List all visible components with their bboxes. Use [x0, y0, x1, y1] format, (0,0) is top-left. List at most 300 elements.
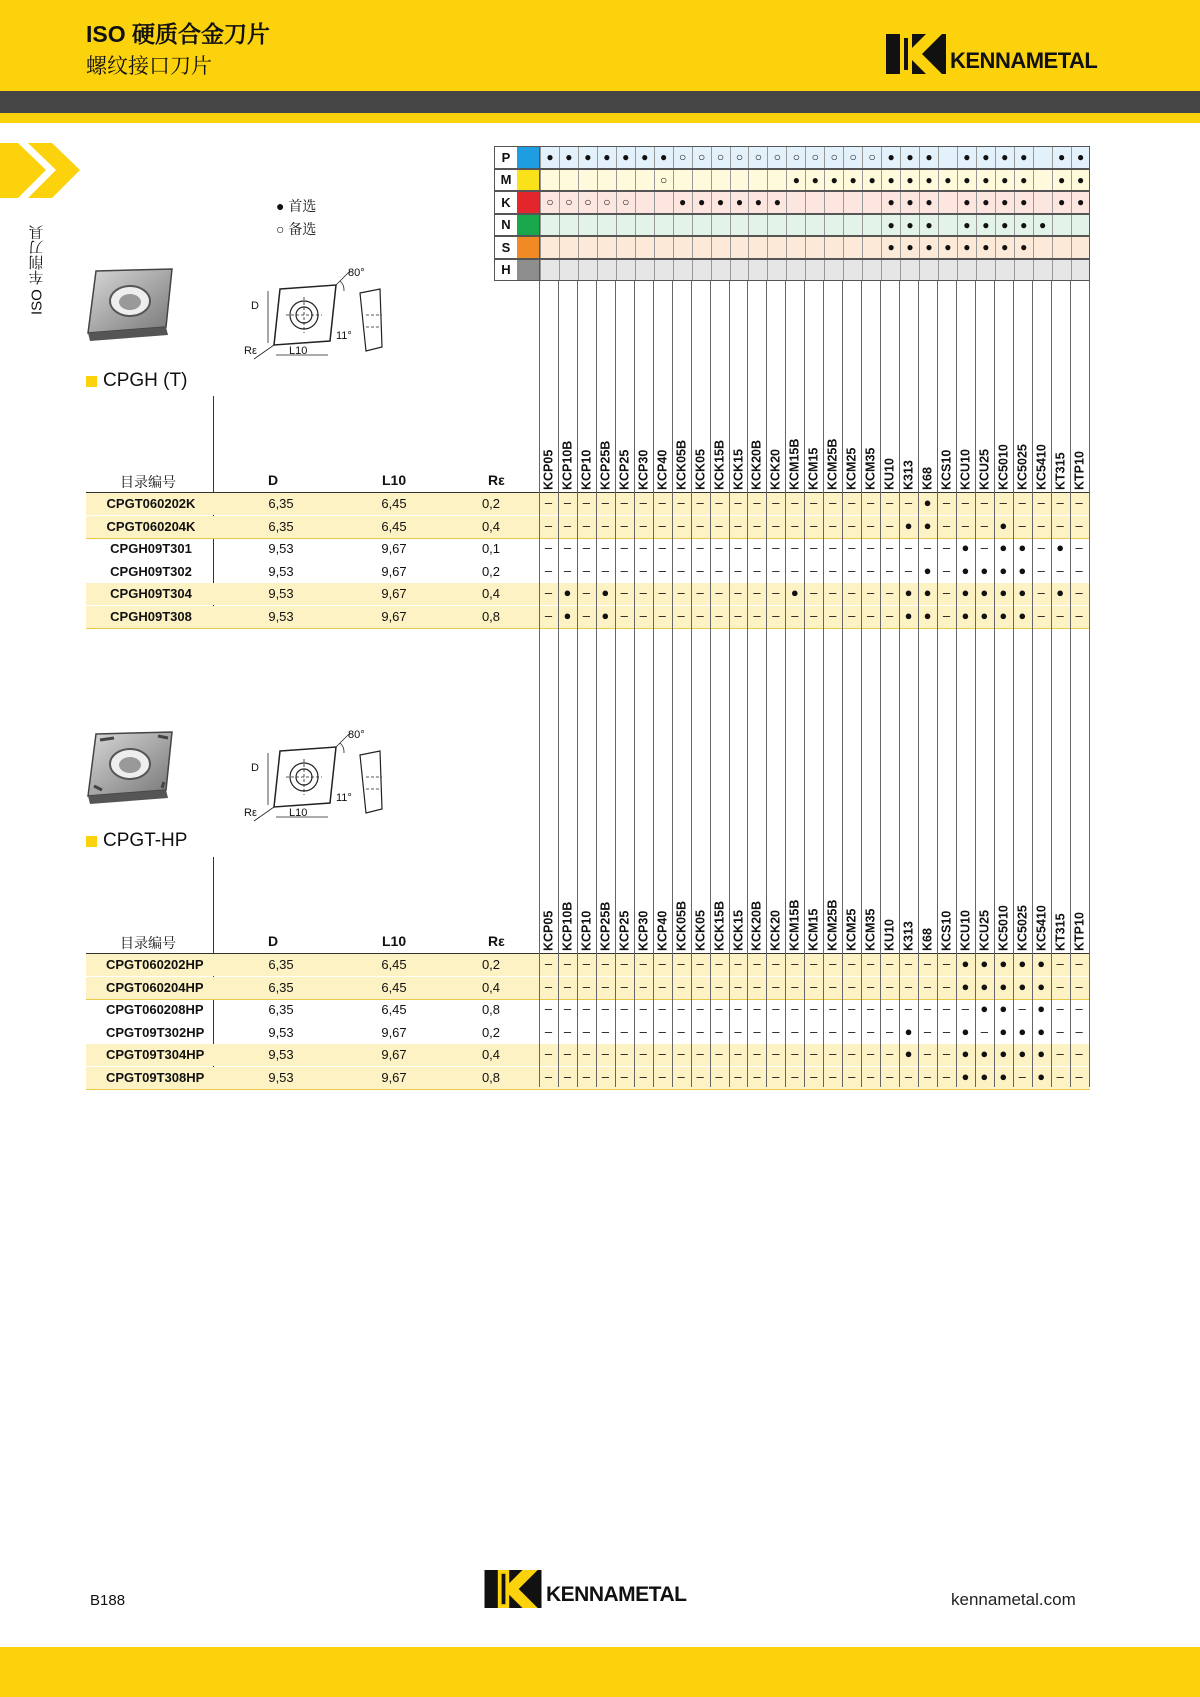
- material-row-h: [494, 259, 1090, 282]
- grade-mark: ●: [1018, 978, 1027, 994]
- grade-mark: –: [942, 607, 951, 623]
- cpgh-grade-header: KCP10B: [560, 440, 575, 490]
- material-mark: ●: [900, 147, 919, 168]
- grade-mark: –: [848, 585, 856, 600]
- cpgt-hp-clearance-label: 11°: [336, 792, 352, 804]
- grade-mark: ●: [1056, 585, 1065, 600]
- material-mark: ●: [957, 170, 976, 191]
- material-mark: ○: [730, 147, 749, 168]
- grade-mark: –: [582, 495, 590, 510]
- grade-mark: –: [1018, 1068, 1026, 1084]
- cpgt-hp-grade-header: KCM35: [863, 908, 878, 951]
- grade-mark: –: [734, 1001, 742, 1016]
- grade-mark: –: [677, 1068, 685, 1084]
- cell-l10: 6,45: [381, 518, 407, 534]
- grade-mark: –: [942, 1068, 951, 1084]
- grade-mark: ●: [999, 562, 1008, 578]
- grade-mark: –: [753, 517, 761, 533]
- grade-mark: –: [1075, 562, 1083, 578]
- cell-d: 9,53: [268, 586, 294, 601]
- material-mark: [578, 237, 597, 258]
- table-row: [86, 977, 1090, 999]
- cpgt-hp-grade-header: KCU25: [977, 910, 992, 951]
- cell-re: 0,8: [481, 1002, 501, 1017]
- grade-mark: –: [601, 495, 609, 510]
- grade-mark: ●: [980, 1068, 989, 1084]
- grade-mark: –: [639, 956, 647, 971]
- cpgh-d-header: D: [268, 472, 279, 488]
- grade-mark: –: [734, 517, 742, 533]
- grade-column-line: [861, 281, 862, 1087]
- grade-mark: –: [1037, 517, 1045, 533]
- grade-mark: –: [753, 978, 761, 994]
- cpgt-hp-d-label: D: [251, 762, 259, 774]
- cpgt-hp-insert-diagram: [240, 727, 390, 825]
- cell-re: 0,4: [481, 1047, 501, 1062]
- grade-mark: –: [639, 1068, 647, 1084]
- grade-mark: ●: [790, 585, 799, 600]
- material-mark: [843, 215, 862, 236]
- material-mark: [540, 215, 559, 236]
- cpgt-hp-grade-header: KCP30: [636, 910, 651, 951]
- material-row-m: [494, 169, 1090, 192]
- grade-mark: –: [582, 1023, 590, 1039]
- material-mark: [654, 237, 673, 258]
- material-mark: ●: [1033, 215, 1052, 236]
- material-mark: ○: [692, 147, 711, 168]
- material-mark: ○: [711, 147, 730, 168]
- grade-mark: –: [563, 562, 572, 578]
- material-mark: [1071, 260, 1090, 281]
- grade-mark: –: [1056, 607, 1064, 623]
- grade-mark: –: [980, 495, 988, 510]
- material-mark: ○: [824, 147, 843, 168]
- cpgh-insert-image: [84, 265, 176, 343]
- cpgt-hp-grade-header: KCP10B: [560, 901, 575, 951]
- grade-mark: ●: [1037, 956, 1046, 971]
- grade-mark: –: [1056, 1046, 1064, 1061]
- material-mark: ●: [881, 170, 900, 191]
- grade-mark: ●: [904, 607, 913, 623]
- grade-mark: –: [563, 1001, 572, 1016]
- grade-mark: –: [904, 956, 913, 971]
- material-mark: [938, 260, 957, 281]
- grade-mark: –: [1075, 607, 1083, 623]
- cell-l10: 9,67: [381, 541, 407, 556]
- cpgh-angle-label: 80°: [348, 267, 365, 279]
- grade-mark: –: [791, 517, 799, 533]
- grade-mark: –: [658, 585, 666, 600]
- grade-mark: –: [1075, 1001, 1083, 1016]
- grade-mark: –: [753, 1046, 761, 1061]
- cpgh-grade-header: KCP10: [579, 449, 594, 490]
- material-mark: ●: [900, 237, 919, 258]
- grade-mark: –: [715, 562, 723, 578]
- grade-mark: –: [867, 495, 875, 510]
- grade-mark: –: [829, 517, 837, 533]
- material-mark: ○: [786, 147, 805, 168]
- grade-mark: –: [620, 540, 628, 555]
- grade-mark: –: [715, 1068, 723, 1084]
- grade-mark: –: [1075, 540, 1083, 555]
- grade-mark: –: [848, 978, 856, 994]
- table-row: [86, 538, 1090, 560]
- cell-l10: 9,67: [381, 1024, 407, 1040]
- grade-mark: –: [980, 517, 988, 533]
- grade-mark: –: [620, 517, 628, 533]
- grade-mark: –: [885, 540, 894, 555]
- cpgh-grade-header: KCP40: [655, 449, 670, 490]
- grade-mark: –: [904, 1068, 913, 1084]
- material-mark: [843, 260, 862, 281]
- grade-mark: –: [601, 517, 609, 533]
- grade-mark: –: [923, 1001, 932, 1016]
- grade-mark: –: [620, 495, 628, 510]
- grade-mark: ●: [1037, 1023, 1046, 1039]
- material-mark: ●: [1014, 170, 1033, 191]
- grade-mark: ●: [904, 1023, 913, 1039]
- cpgh-grade-header: KCP25B: [598, 440, 613, 490]
- cell-d: 9,53: [268, 563, 294, 579]
- grade-mark: –: [772, 562, 780, 578]
- cpgt-hp-insert-image: [84, 728, 176, 806]
- cpgh-code-header: 目录编号: [120, 474, 176, 490]
- grade-mark: –: [1075, 585, 1083, 600]
- material-mark: ●: [597, 147, 616, 168]
- grade-mark: –: [696, 956, 704, 971]
- grade-mark: –: [734, 1046, 742, 1061]
- material-mark: [919, 260, 938, 281]
- grade-mark: –: [885, 495, 894, 510]
- material-mark: ●: [1052, 170, 1071, 191]
- grade-mark: ●: [980, 607, 989, 623]
- cpgt-hp-grade-header: KCM15B: [787, 899, 802, 951]
- grade-mark: –: [961, 1001, 969, 1016]
- grade-mark: –: [867, 517, 875, 533]
- cell-l10: 6,45: [381, 496, 407, 511]
- grade-mark: –: [923, 956, 932, 971]
- grade-mark: –: [715, 956, 723, 971]
- grade-mark: –: [1037, 562, 1045, 578]
- material-mark: [597, 170, 616, 191]
- material-mark: ●: [540, 147, 559, 168]
- grade-mark: –: [904, 978, 913, 994]
- grade-mark: –: [980, 540, 988, 555]
- kennametal-logo-icon: [484, 1570, 542, 1608]
- material-mark: ●: [919, 237, 938, 258]
- cell-l10: 6,45: [381, 1002, 407, 1017]
- grade-column-line: [766, 281, 767, 1087]
- grade-mark: ●: [999, 1068, 1008, 1084]
- cpgh-title-text: CPGH (T): [103, 370, 188, 391]
- grade-mark: –: [1037, 540, 1045, 555]
- grade-mark: ●: [923, 517, 932, 533]
- grade-mark: –: [848, 1001, 856, 1016]
- grade-mark: –: [620, 978, 628, 994]
- material-mark: ○: [597, 192, 616, 213]
- cell-d: 9,53: [268, 1024, 294, 1040]
- material-mark: [767, 237, 786, 258]
- cpgh-grade-header: KT315: [1053, 452, 1068, 490]
- grade-column-line: [634, 281, 635, 1087]
- material-color-swatch: [517, 147, 540, 168]
- grade-mark: –: [867, 562, 875, 578]
- grade-mark: –: [620, 1046, 628, 1061]
- grade-mark: –: [639, 540, 647, 555]
- cpgt-hp-grade-header: KTP10: [1072, 912, 1087, 951]
- grade-mark: ●: [563, 607, 572, 623]
- grade-mark: –: [885, 517, 894, 533]
- cpgt-hp-grade-header: KCP40: [655, 910, 670, 951]
- material-mark: ●: [1014, 215, 1033, 236]
- grade-mark: ●: [1056, 540, 1065, 555]
- grade-mark: –: [753, 540, 761, 555]
- cpgh-grade-header: KCK15: [731, 449, 745, 490]
- grade-mark: –: [810, 495, 818, 510]
- table-row: [86, 493, 1090, 515]
- grade-mark: –: [582, 1068, 590, 1084]
- header-stripe: [0, 113, 1200, 123]
- grade-mark: –: [753, 607, 761, 623]
- material-label-m: M: [495, 170, 518, 191]
- grade-mark: –: [791, 495, 799, 510]
- material-mark: [976, 260, 995, 281]
- grade-mark: –: [848, 1023, 856, 1039]
- grade-mark: –: [658, 540, 666, 555]
- material-mark: [1033, 260, 1052, 281]
- grade-mark: –: [904, 540, 913, 555]
- grade-mark: –: [544, 495, 553, 510]
- grade-mark: –: [563, 517, 572, 533]
- cpgh-insert-diagram: [240, 265, 390, 363]
- cpgt-hp-grade-header: K68: [920, 928, 935, 951]
- grade-mark: ●: [961, 956, 970, 971]
- grade-mark: –: [601, 562, 609, 578]
- material-mark: [1052, 215, 1071, 236]
- grade-mark: –: [1056, 1023, 1064, 1039]
- page-title: ISO 硬质合金刀片: [86, 21, 271, 47]
- material-mark: [559, 170, 578, 191]
- grade-mark: –: [601, 1023, 609, 1039]
- grade-mark: –: [848, 1068, 856, 1084]
- material-mark: [786, 215, 805, 236]
- grade-column-line: [1070, 281, 1071, 1087]
- material-mark: ●: [919, 215, 938, 236]
- grade-mark: –: [772, 607, 780, 623]
- grade-mark: –: [772, 978, 780, 994]
- grade-mark: –: [715, 607, 723, 623]
- grade-mark: –: [810, 607, 818, 623]
- grade-mark: –: [1056, 1068, 1064, 1084]
- grade-mark: –: [601, 540, 609, 555]
- material-mark: [843, 237, 862, 258]
- grade-mark: –: [544, 1068, 553, 1084]
- cpgt-hp-d-header: D: [268, 933, 279, 949]
- grade-column-line: [842, 281, 843, 1087]
- material-mark: ●: [938, 170, 957, 191]
- cpgt-hp-grade-header: KCK05B: [674, 900, 689, 951]
- table-row: [86, 606, 1090, 628]
- cpgh-grade-header: KCK20: [768, 449, 783, 490]
- grade-mark: –: [601, 1001, 609, 1016]
- cpgt-hp-grade-header: KCK05: [693, 910, 708, 951]
- cell-code: CPGT09T302HP: [106, 1024, 205, 1040]
- grade-mark: –: [1037, 585, 1045, 600]
- cpgh-grade-header: KCK05: [693, 449, 708, 490]
- grade-mark: –: [942, 585, 951, 600]
- cell-l10: 6,45: [381, 979, 407, 995]
- material-mark: ●: [673, 192, 692, 213]
- grade-mark: –: [715, 585, 723, 600]
- material-mark: [881, 260, 900, 281]
- cpgt-hp-l10-label: L10: [289, 807, 308, 819]
- kennametal-logo-icon: [886, 34, 946, 74]
- grade-column-line: [558, 281, 559, 1087]
- cpgt-hp-grade-header: KCK20: [768, 910, 783, 951]
- cell-d: 6,35: [268, 496, 294, 511]
- grade-mark: –: [829, 562, 837, 578]
- grade-mark: –: [734, 956, 742, 971]
- grade-mark: –: [658, 978, 666, 994]
- material-mark: ●: [730, 192, 749, 213]
- grade-mark: –: [696, 1068, 704, 1084]
- grade-mark: –: [923, 978, 932, 994]
- grade-mark: –: [753, 495, 761, 510]
- grade-mark: –: [1056, 1001, 1064, 1016]
- material-mark: [786, 192, 805, 213]
- grade-mark: –: [544, 1023, 553, 1039]
- material-mark: ●: [1014, 237, 1033, 258]
- material-mark: ●: [995, 215, 1014, 236]
- material-mark: ●: [995, 170, 1014, 191]
- grade-mark: –: [715, 1023, 723, 1039]
- page-subtitle: 螺纹接口刀片: [86, 55, 212, 78]
- material-mark: [540, 260, 559, 281]
- grade-mark: –: [734, 607, 742, 623]
- cpgt-hp-r-label: Rε: [244, 807, 257, 819]
- grade-mark: –: [658, 607, 666, 623]
- grade-mark: –: [885, 978, 894, 994]
- grade-mark: –: [677, 1046, 685, 1061]
- grade-mark: –: [677, 956, 685, 971]
- cpgt-hp-grade-header: KCP05: [541, 910, 556, 951]
- grade-column-line: [994, 281, 995, 1087]
- cell-d: 9,53: [268, 541, 294, 556]
- grade-mark: ●: [1018, 540, 1027, 555]
- material-mark: [824, 192, 843, 213]
- cpgt-hp-grade-header: KCK15: [731, 910, 745, 951]
- material-mark: ●: [881, 147, 900, 168]
- cell-code: CPGH09T308: [110, 608, 192, 624]
- material-mark: [578, 215, 597, 236]
- cell-d: 6,35: [268, 979, 294, 995]
- grade-mark: ●: [1037, 978, 1046, 994]
- grade-mark: –: [885, 1068, 894, 1084]
- grade-mark: –: [923, 1023, 932, 1039]
- grade-mark: –: [582, 607, 590, 623]
- cell-re: 0,4: [481, 586, 501, 601]
- grade-mark: –: [904, 1001, 913, 1016]
- cell-l10: 9,67: [381, 586, 407, 601]
- material-mark: ●: [900, 170, 919, 191]
- grade-mark: –: [810, 978, 818, 994]
- grade-mark: –: [639, 1001, 647, 1016]
- material-row-n: [494, 214, 1090, 237]
- material-mark: [1033, 237, 1052, 258]
- material-mark: [635, 192, 654, 213]
- grade-mark: –: [810, 1068, 818, 1084]
- grade-mark: –: [791, 1068, 799, 1084]
- material-mark: [616, 260, 635, 281]
- cpgt-hp-grade-header: KCU10: [958, 910, 973, 951]
- grade-mark: –: [563, 956, 572, 971]
- grade-mark: ●: [961, 540, 970, 555]
- grade-mark: –: [885, 1046, 894, 1061]
- grade-mark: –: [696, 540, 704, 555]
- grade-mark: –: [885, 607, 894, 623]
- grade-mark: –: [753, 956, 761, 971]
- table-row: [86, 954, 1090, 976]
- grade-mark: ●: [923, 495, 932, 510]
- cell-d: 6,35: [268, 1002, 294, 1017]
- material-mark: [597, 260, 616, 281]
- grade-mark: –: [620, 562, 628, 578]
- grade-mark: –: [942, 1001, 951, 1016]
- material-mark: [824, 215, 843, 236]
- grade-mark: –: [772, 956, 780, 971]
- material-color-swatch: [517, 170, 540, 191]
- material-mark: [767, 170, 786, 191]
- grade-mark: –: [715, 517, 723, 533]
- grade-column-line: [880, 281, 881, 1087]
- footer-logo-text: KENNAMETAL: [546, 1583, 687, 1606]
- grade-mark: –: [1075, 517, 1083, 533]
- material-mark: [1071, 237, 1090, 258]
- grade-mark: –: [904, 562, 913, 578]
- material-mark: ●: [767, 192, 786, 213]
- grade-mark: –: [715, 495, 723, 510]
- cpgh-grade-header: KCK05B: [674, 439, 689, 490]
- grade-mark: –: [1056, 956, 1064, 971]
- cell-code: CPGT060202K: [106, 496, 196, 511]
- cell-l10: 9,67: [381, 1047, 407, 1062]
- material-mark: ●: [824, 170, 843, 191]
- grade-mark: –: [867, 1001, 875, 1016]
- grade-mark: ●: [1018, 585, 1027, 600]
- grade-mark: –: [677, 540, 685, 555]
- row-group-rule: [86, 628, 1090, 629]
- grade-mark: –: [885, 1023, 894, 1039]
- cpgt-hp-title-text: CPGT-HP: [103, 830, 188, 851]
- material-mark: [900, 260, 919, 281]
- material-label-h: H: [495, 260, 518, 281]
- material-mark: [1033, 192, 1052, 213]
- grade-mark: –: [885, 1001, 894, 1016]
- cell-code: CPGH09T302: [110, 563, 192, 579]
- grade-mark: –: [923, 1068, 932, 1084]
- material-mark: [673, 170, 692, 191]
- footer-url[interactable]: kennametal.com: [951, 1590, 1076, 1609]
- grade-mark: –: [829, 956, 837, 971]
- material-mark: ●: [881, 215, 900, 236]
- grade-mark: –: [980, 1023, 988, 1039]
- grade-mark: –: [867, 540, 875, 555]
- material-mark: [692, 170, 711, 191]
- grade-mark: –: [658, 1068, 666, 1084]
- material-mark: ●: [843, 170, 862, 191]
- grade-column-line: [1032, 281, 1033, 1087]
- grade-mark: –: [923, 1046, 932, 1061]
